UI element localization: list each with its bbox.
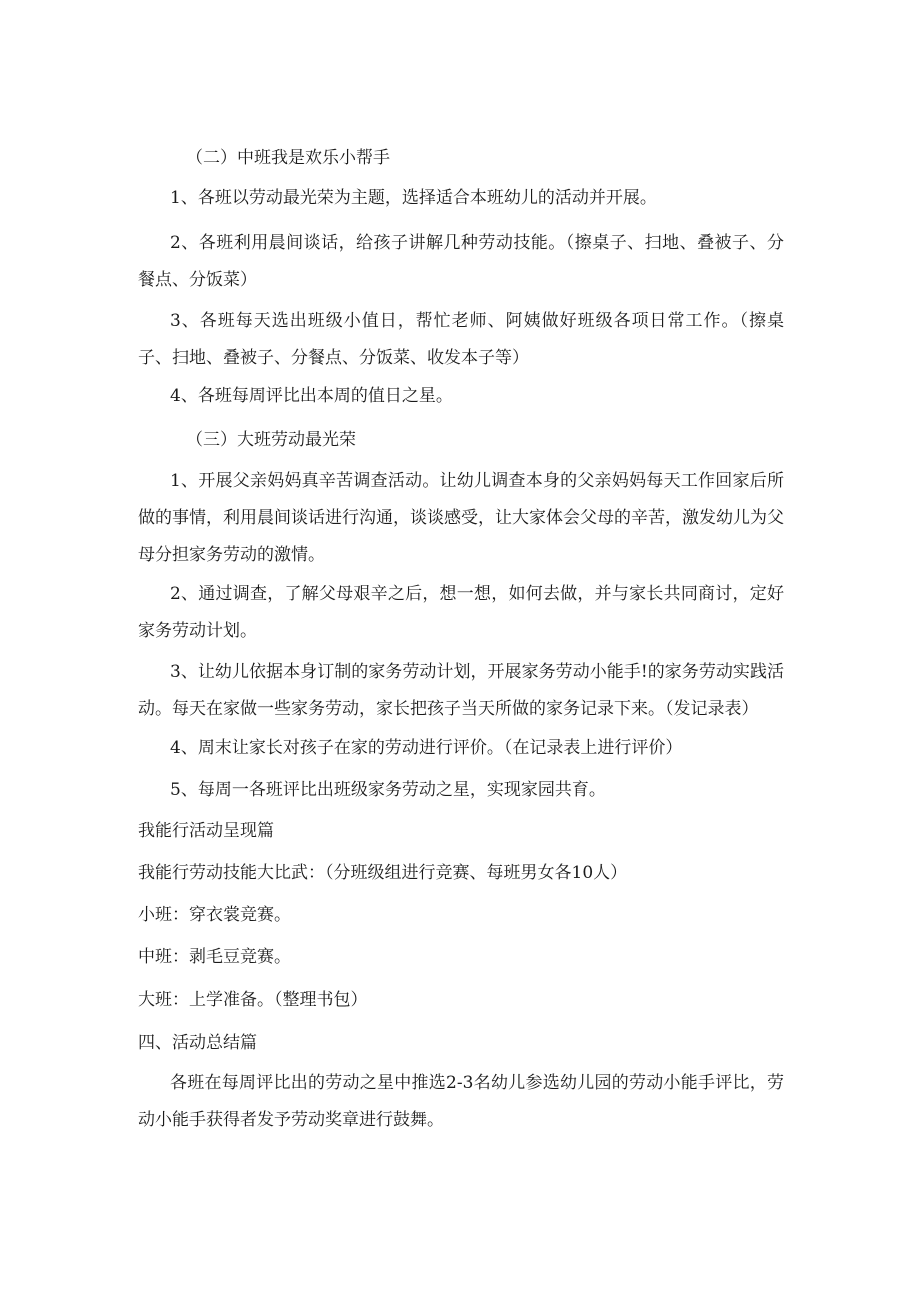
- section-heading-senior-class: （三）大班劳动最光荣: [186, 430, 356, 450]
- paragraph-item: 小班：穿衣裳竞赛。: [138, 905, 291, 925]
- paragraph-item: 4、各班每周评比出本周的值日之星。: [170, 386, 453, 406]
- paragraph-item: 5、每周一各班评比出班级家务劳动之星，实现家园共育。: [170, 780, 606, 800]
- paragraph-item: 各班在每周评比出的劳动之星中推选2-3名幼儿参选幼儿园的劳动小能手评比，劳动小能手获得者发予劳动奖章进行鼓舞。: [138, 1073, 784, 1130]
- paragraph-item: 2、各班利用晨间谈话，给孩子讲解几种劳动技能。（擦桌子、扫地、叠被子、分餐点、分饭菜）: [138, 233, 784, 290]
- section-heading-showcase: 我能行活动呈现篇: [138, 821, 274, 841]
- section-heading-middle-class: （二）中班我是欢乐小帮手: [186, 148, 390, 168]
- paragraph-item: 中班：剥毛豆竞赛。: [138, 947, 291, 967]
- paragraph-item: 3、让幼儿依据本身订制的家务劳动计划，开展家务劳动小能手!的家务劳动实践活动。每天在家做一些家务劳动，家长把孩子当天所做的家务记录下来。（发记录表）: [138, 662, 784, 719]
- paragraph-item: 2、通过调查，了解父母艰辛之后，想一想，如何去做，并与家长共同商讨，定好家务劳动计划。: [138, 584, 784, 641]
- paragraph-item: 我能行劳动技能大比武：（分班级组进行竞赛、每班男女各10人）: [138, 863, 628, 883]
- paragraph-item: 4、周末让家长对孩子在家的劳动进行评价。（在记录表上进行评价）: [170, 738, 683, 758]
- paragraph-item: 3、各班每天选出班级小值日，帮忙老师、阿姨做好班级各项日常工作。（擦桌子、扫地、叠被子、分餐点、分饭菜、收发本子等）: [138, 311, 784, 368]
- paragraph-item: 1、开展父亲妈妈真辛苦调查活动。让幼儿调查本身的父亲妈妈每天工作回家后所做的事情，利用晨间谈话进行沟通，谈谈感受，让大家体会父母的辛苦，激发幼儿为父母分担家务劳动的激情。: [138, 471, 784, 565]
- section-heading-summary: 四、活动总结篇: [138, 1033, 257, 1053]
- paragraph-item: 1、各班以劳动最光荣为主题，选择适合本班幼儿的活动并开展。: [170, 188, 657, 208]
- paragraph-item: 大班：上学准备。（整理书包）: [138, 990, 368, 1010]
